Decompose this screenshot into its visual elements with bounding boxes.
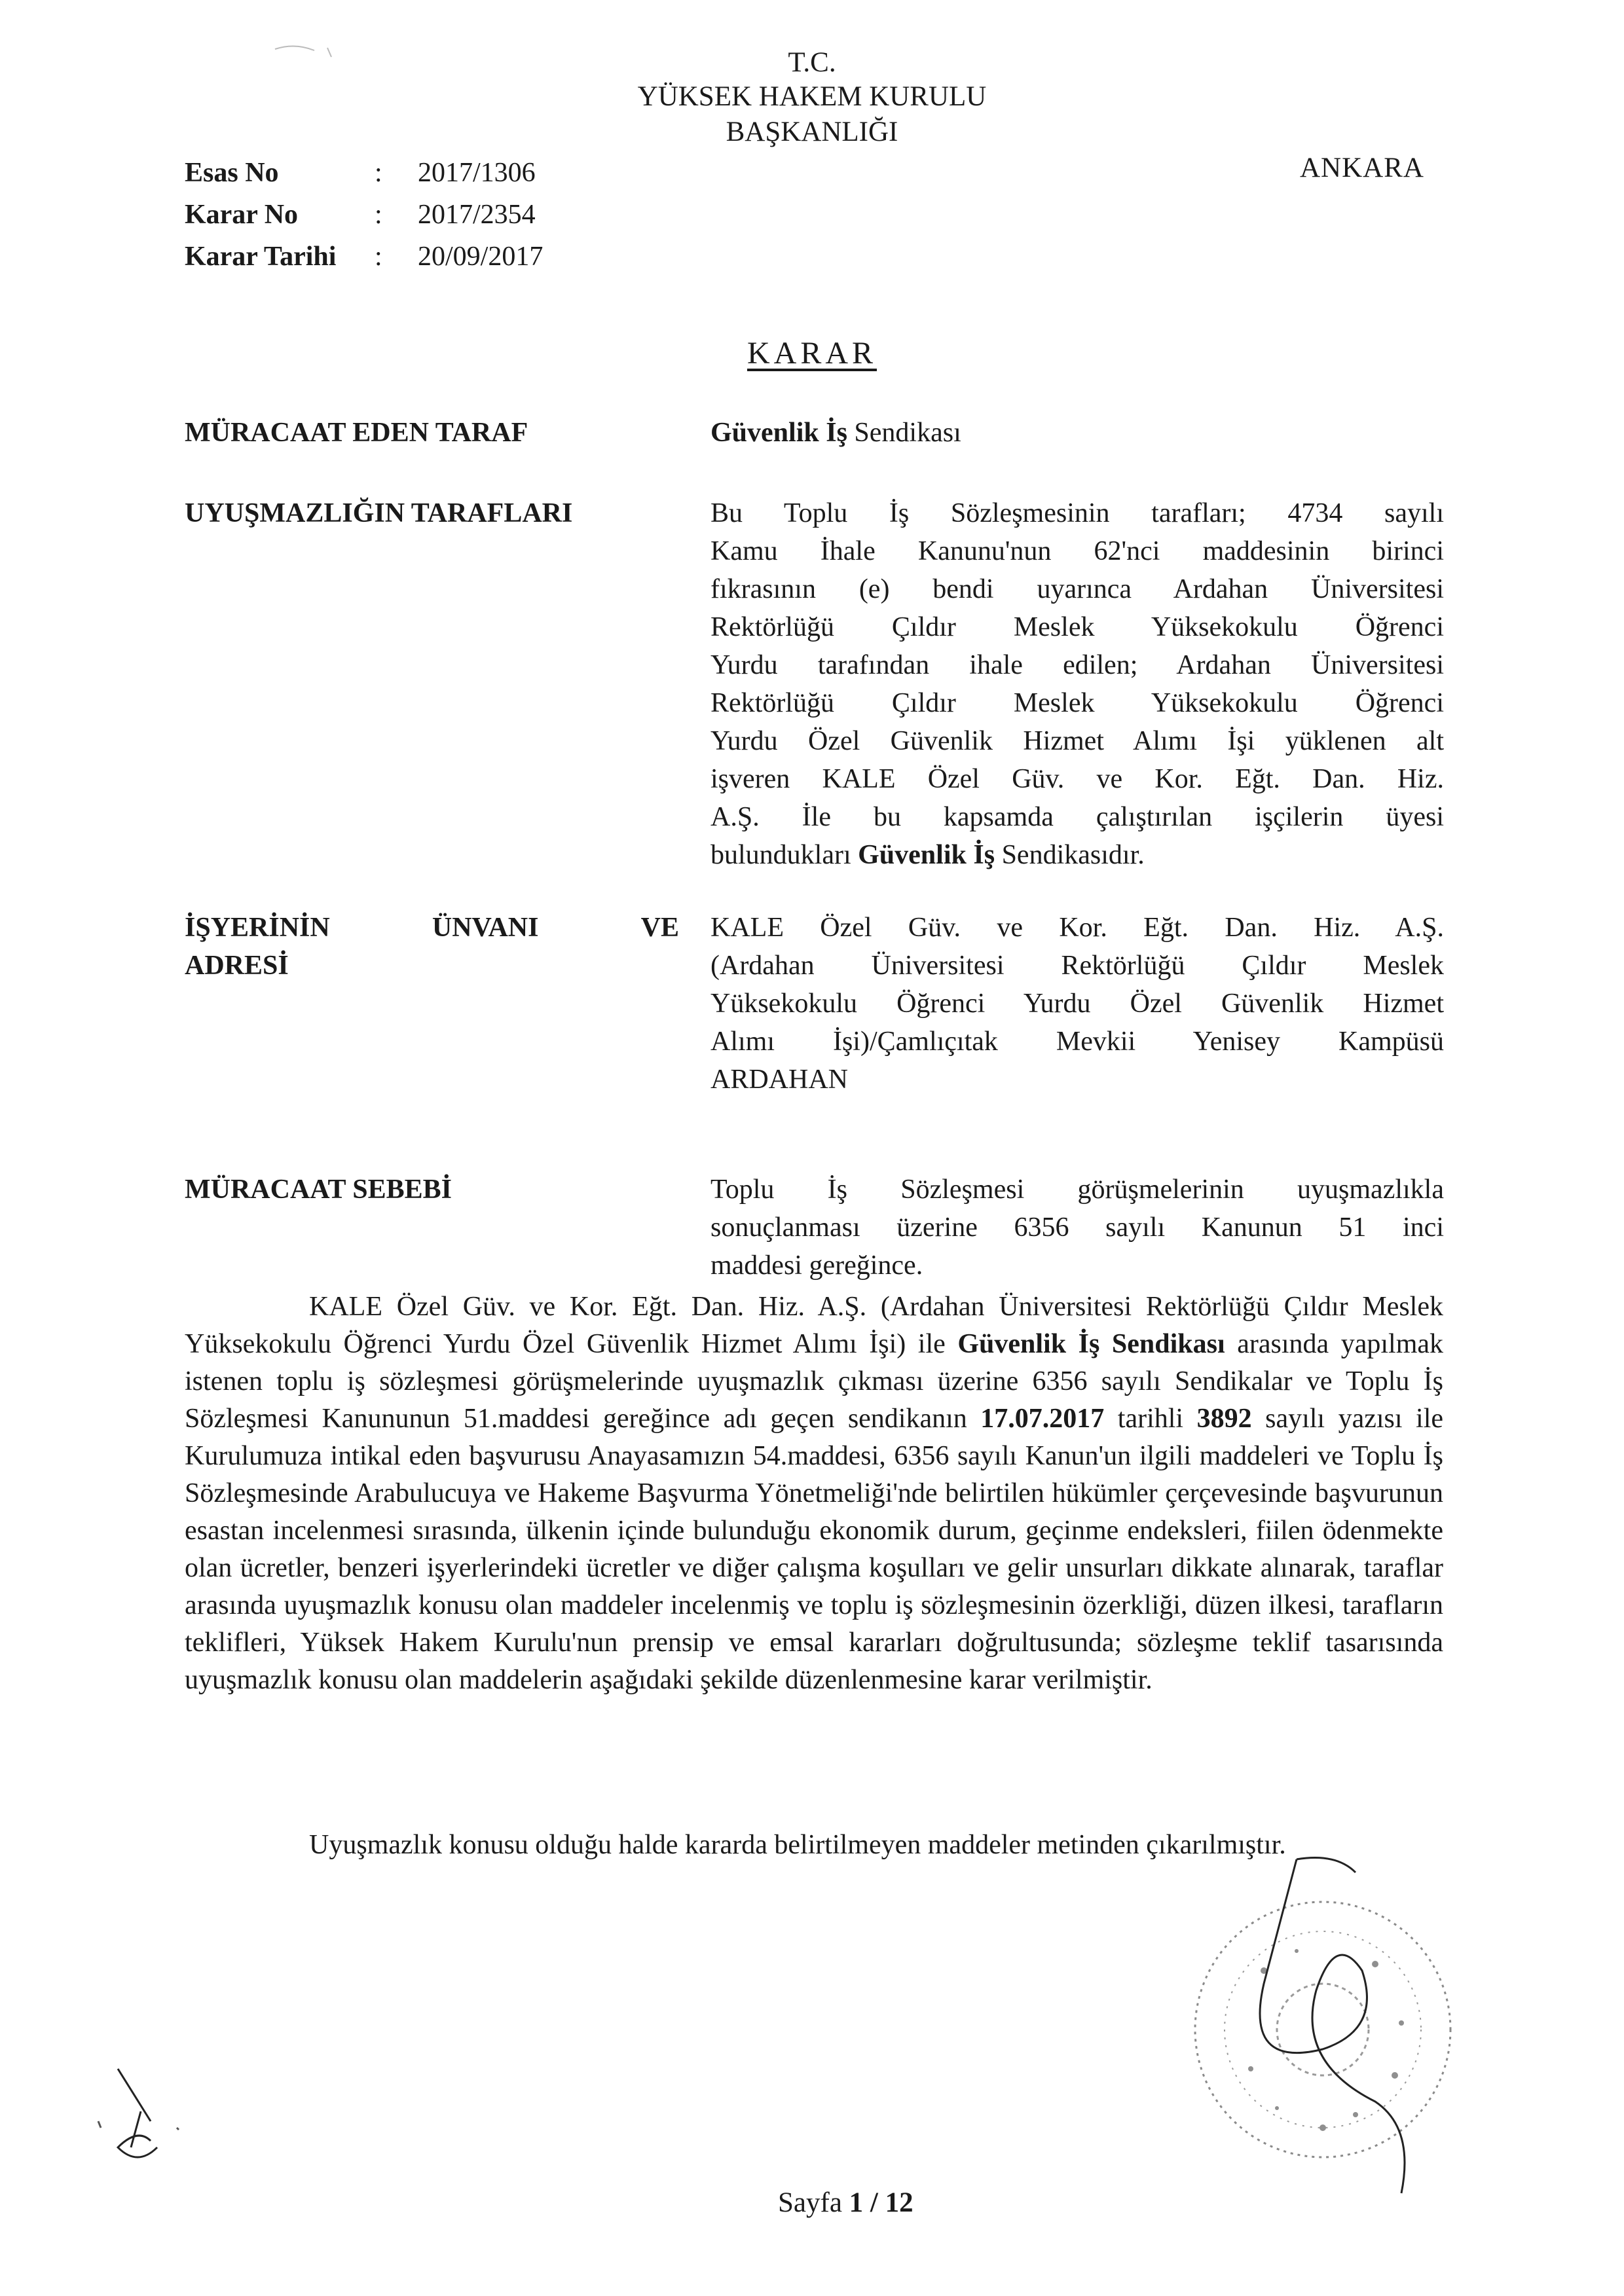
dispute-parties-line: Yurdu tarafından ihale edilen; Ardahan Üniversitesi — [710, 650, 1444, 680]
p1-date-bold: 17.07.2017 — [980, 1404, 1105, 1434]
p1-number-bold: 3892 — [1196, 1404, 1252, 1434]
dispute-parties-line: Kamu İhale Kanunu'nun 62'nci maddesinin birinci — [710, 536, 1444, 566]
workplace-address — [710, 909, 1444, 1099]
workplace-address-line: (Ardahan Üniversitesi Rektörlüğü Çıldır Meslek — [710, 951, 1444, 981]
dispute-parties-line: A.Ş. İle bu kapsamda çalıştırılan işçilerin üyesi — [710, 802, 1444, 832]
page-separator: / — [870, 2187, 878, 2218]
application-reason-last: maddesi gereğince. — [710, 1250, 923, 1281]
page-total: 12 — [885, 2187, 913, 2218]
workplace-address-line: KALE Özel Güv. ve Kor. Eğt. Dan. Hiz. A.Ş. — [710, 913, 1444, 943]
dispute-parties-line: Yurdu Özel Güvenlik Hizmet Alımı İşi yüklenen alt — [710, 726, 1444, 756]
official-seal-stamp — [1166, 1853, 1467, 2219]
p1-text-g: sayılı yazısı ile Kurulumuza intikal eden başvurusu Anayasamızın 54.maddesi, 6356 sayılı Kanun'un ilgili maddeleri ve Toplu İş Sözleşmesinde Arabulucuya ve Hakeme Başvurma Yönetmeliği'nde belirtilen hükümler çerçevesinde başvurunun esastan incelenmesi sırasında, ülkenin içinde bulunduğu ekonomik durum, geçinme endeksleri, fiilen ödenmekte olan ücretler, benzeri işyerlerindeki ücretler ve diğer çalışma koşulları ve gelir unsurları dikkate alınarak, taraflar arasında uyuşmazlık konusu olan maddeler incelenmiş ve toplu iş sözleşmesinin özerkliği, düzen ilkesi, tarafların teklifleri, Yüksek Hakem Kurulu'nun prensip ve emsal kararları doğrultusunda; sözleşme teklif tasarısında uyuşmazlık konusu olan maddelerin aşağıdaki şekilde düzenlenmesine karar verilmiştir. — [185, 1404, 1444, 1695]
page-current: 1 — [849, 2187, 864, 2218]
esas-no-label: Esas No — [185, 158, 279, 188]
workplace-label-word: İŞYERİNİN — [185, 913, 330, 943]
workplace-label-line1 — [185, 909, 679, 947]
dispute-parties-line: işveren KALE Özel Güv. ve Kor. Eğt. Dan. Hiz. — [710, 764, 1444, 794]
p1-text-c: arasında yapılmak istenen toplu iş sözleşmesi görüşmelerinde uyuşmazlık çıkması üzerine 6356 sayılı Sendikalar ve Toplu İş Sözleşmesi Kanununun 51.maddesi gereğince adı geçen sendikanın — [185, 1329, 1444, 1434]
workplace-address-line: Yüksekokulu Öğrenci Yurdu Özel Güvenlik Hizmet — [710, 989, 1444, 1019]
applicant-value — [710, 414, 1444, 452]
workplace-label-word: ÜNVANI — [432, 913, 539, 943]
colon: : — [375, 242, 382, 272]
application-reason-label: MÜRACAAT SEBEBİ — [185, 1175, 452, 1205]
karar-tarihi-value: 20/09/2017 — [418, 242, 544, 272]
applicant-name-bold: Güvenlik İş — [710, 418, 847, 448]
document-title: KARAR — [747, 336, 877, 371]
karar-tarihi-label: Karar Tarihi — [185, 242, 337, 272]
page-indicator — [778, 2187, 913, 2219]
karar-no-value: 2017/2354 — [418, 200, 536, 230]
dispute-parties-line: Bu Toplu İş Sözleşmesinin tarafları; 4734 sayılı — [710, 498, 1444, 528]
dispute-parties-last-pre: bulundukları — [710, 840, 851, 870]
decision-paragraph-2: Uyuşmazlık konusu olduğu halde kararda belirtilmeyen maddeler metinden çıkarılmıştır. — [309, 1830, 1286, 1860]
applicant-label: MÜRACAAT EDEN TARAF — [185, 418, 528, 448]
application-reason-line: sonuçlanması üzerine 6356 sayılı Kanunun 51 inci — [710, 1212, 1444, 1243]
workplace-label-line2: ADRESİ — [185, 951, 289, 981]
application-reason-text — [710, 1171, 1444, 1285]
colon: : — [375, 200, 382, 230]
workplace-label — [185, 909, 679, 985]
margin-initials — [79, 2049, 196, 2180]
dispute-parties-union-bold: Güvenlik İş — [858, 840, 995, 870]
p1-union-bold: Güvenlik İş Sendikası — [957, 1329, 1225, 1359]
dispute-parties-line: Rektörlüğü Çıldır Meslek Yüksekokulu Öğrenci — [710, 688, 1444, 718]
dispute-parties-label: UYUŞMAZLIĞIN TARAFLARI — [185, 498, 573, 528]
case-metadata — [185, 152, 543, 278]
dispute-parties-text — [710, 494, 1444, 874]
workplace-address-line: Alımı İşi)/Çamlıçıtak Mevkii Yenisey Kampüsü — [710, 1027, 1444, 1057]
header-institution: YÜKSEK HAKEM KURULU — [637, 81, 987, 112]
applicant-name-rest: Sendikası — [854, 418, 961, 448]
page-prefix: Sayfa — [778, 2187, 842, 2218]
esas-no-value: 2017/1306 — [418, 158, 536, 188]
p1-text-a: KALE Özel Güv. ve Kor. Eğt. Dan. Hiz. A.Ş. (Ardahan Üniversitesi Rektörlüğü Çıldır Meslek Yüksekokulu Öğrenci Yurdu Özel Güvenlik Hizmet Alımı İşi) ile — [185, 1292, 1443, 1359]
dispute-parties-line: Rektörlüğü Çıldır Meslek Yüksekokulu Öğrenci — [710, 612, 1444, 642]
karar-no-label: Karar No — [185, 200, 299, 230]
workplace-address-city: ARDAHAN — [710, 1065, 848, 1095]
colon: : — [375, 158, 382, 188]
dispute-parties-last-line — [710, 836, 1444, 874]
workplace-label-word: VE — [640, 913, 679, 943]
p1-text-e: tarihli — [1117, 1404, 1184, 1434]
city-label: ANKARA — [1300, 153, 1424, 183]
dispute-parties-last-post: Sendikasıdır. — [1001, 840, 1145, 870]
application-reason-line: Toplu İş Sözleşmesi görüşmelerinin uyuşmazlıkla — [710, 1175, 1444, 1205]
header-presidency: BAŞKANLIĞI — [726, 117, 898, 147]
dispute-parties-line: fıkrasının (e) bendi uyarınca Ardahan Üniversitesi — [710, 574, 1444, 604]
header-tc: T.C. — [788, 47, 836, 78]
decision-paragraph-1 — [185, 1288, 1443, 1699]
